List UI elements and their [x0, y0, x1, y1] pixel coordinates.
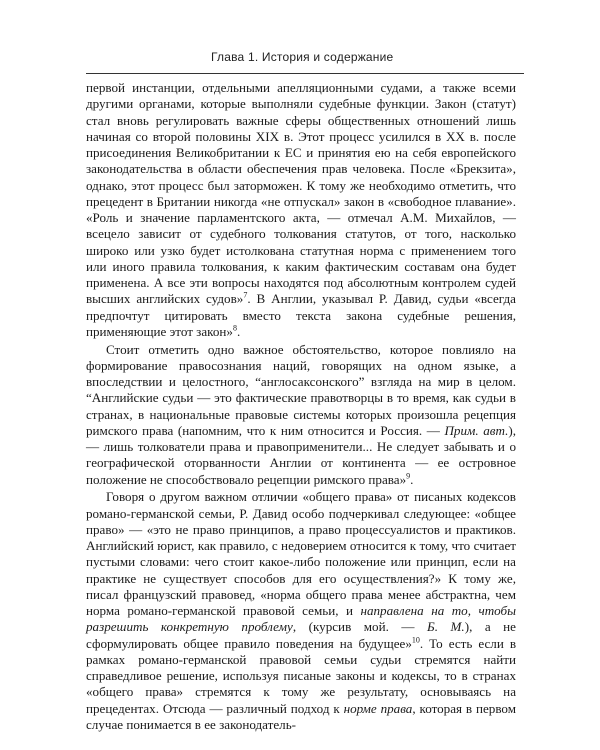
running-head: Глава 1. История и содержание [211, 50, 394, 64]
footnote-marker: 10 [411, 635, 420, 645]
text-run: , (курсив мой. — [292, 619, 427, 635]
text-run: Стоит отметить одно важное обстоятельство, которое повлияло на формирование правосознания наций, говорящих на одном языке, а впоследствии и целостного, “англосаксонского” взгляда на мир в целом. “Английские судьи — это фактические правотворцы в то время, как судьи в странах, в национальные правовые системы которых произошла рецепция римского права (напомним, что к ним относится и Россия. — [86, 341, 516, 438]
text-run: . То есть если в рамках романо-германской правовой семьи судьи стремятся найти справедливое решение, используя писаные законы и кодексы, то в странах «общего права» стремятся к тому же результату, основываясь на прецедентах. Отсюда — различный подход к [86, 635, 516, 716]
text-run: . [410, 471, 414, 487]
paragraph [86, 342, 516, 488]
paragraph [86, 489, 516, 733]
text-run: первой инстанции, отдельными апелляционными судами, а также всеми другими органами, которые выполняли судебные функции. Закон (статут) стал вновь регулировать важные сферы общественных отношений лишь начиная со второй половины XIX в. Этот процесс усилился в XX в. после присоединения Великобритании к ЕС и принятия ею на себя европейского законодательства в области обеспечения прав человека. После «Брекзита», однако, этот процесс был заторможен. К тому же необходимо отметить, что прецедент в Британии никогда «не отпускал» закон в «свободное плавание». «Роль и значение парламентского акта, — отмечал А.М. Михайлов, — всецело зависит от судебного толкования статутов, от того, насколько широко или узко будет истолкована статутная норма с применением того или иного правила толкования, к каким фактическим составам она будет применена. А все эти вопросы находятся под абсолютным контролем судей высших английских судов» [86, 80, 516, 307]
italic-text: Б. М. [427, 619, 465, 635]
text-run: , которая в первом случае понимается в ее законодатель- [86, 700, 517, 732]
footnote-marker: 7 [243, 290, 248, 300]
italic-text: норме права [343, 700, 413, 716]
text-run: Говоря о другом важном отличии «общего права» от писаных кодексов романо-германской семьи, Р. Давид особо подчеркивал следующее: «общее право» — «это не право принципов, а право процессуалистов и практиков. Английский юрист, как правило, с недоверием относится к тому, что считает пустыми словами: чего стоит какое-либо положение или принцип, если на практике не существует способов для его осуществления?» К тому же, писал французский правовед, «норма общего права менее абстрактна, чем норма романо-германской правовой семьи, и [86, 489, 516, 618]
paragraph [86, 80, 516, 340]
text-run: ), — лишь толкователи права и правоприменители... Не следует забывать и о географической оторванности Англии от континента — ее островное положение не способствовало рецепции римского права» [86, 422, 516, 487]
header-rule [86, 73, 524, 74]
italic-text: направлена на то, чтобы разрешить конкретную проблему [86, 603, 516, 635]
text-run: ), а не сформулировать общее правило поведения на будущее» [86, 619, 516, 651]
footnote-marker: 8 [232, 323, 237, 333]
body-text [86, 80, 516, 735]
footnote-marker: 9 [406, 471, 411, 481]
italic-text: Прим. авт. [444, 422, 509, 438]
text-run: . В Англии, указывал Р. Давид, судьи «всегда предпочтут цитировать вместо текста закона судебные решения, применяющие этот закон» [86, 291, 516, 339]
text-run: . [236, 323, 241, 339]
